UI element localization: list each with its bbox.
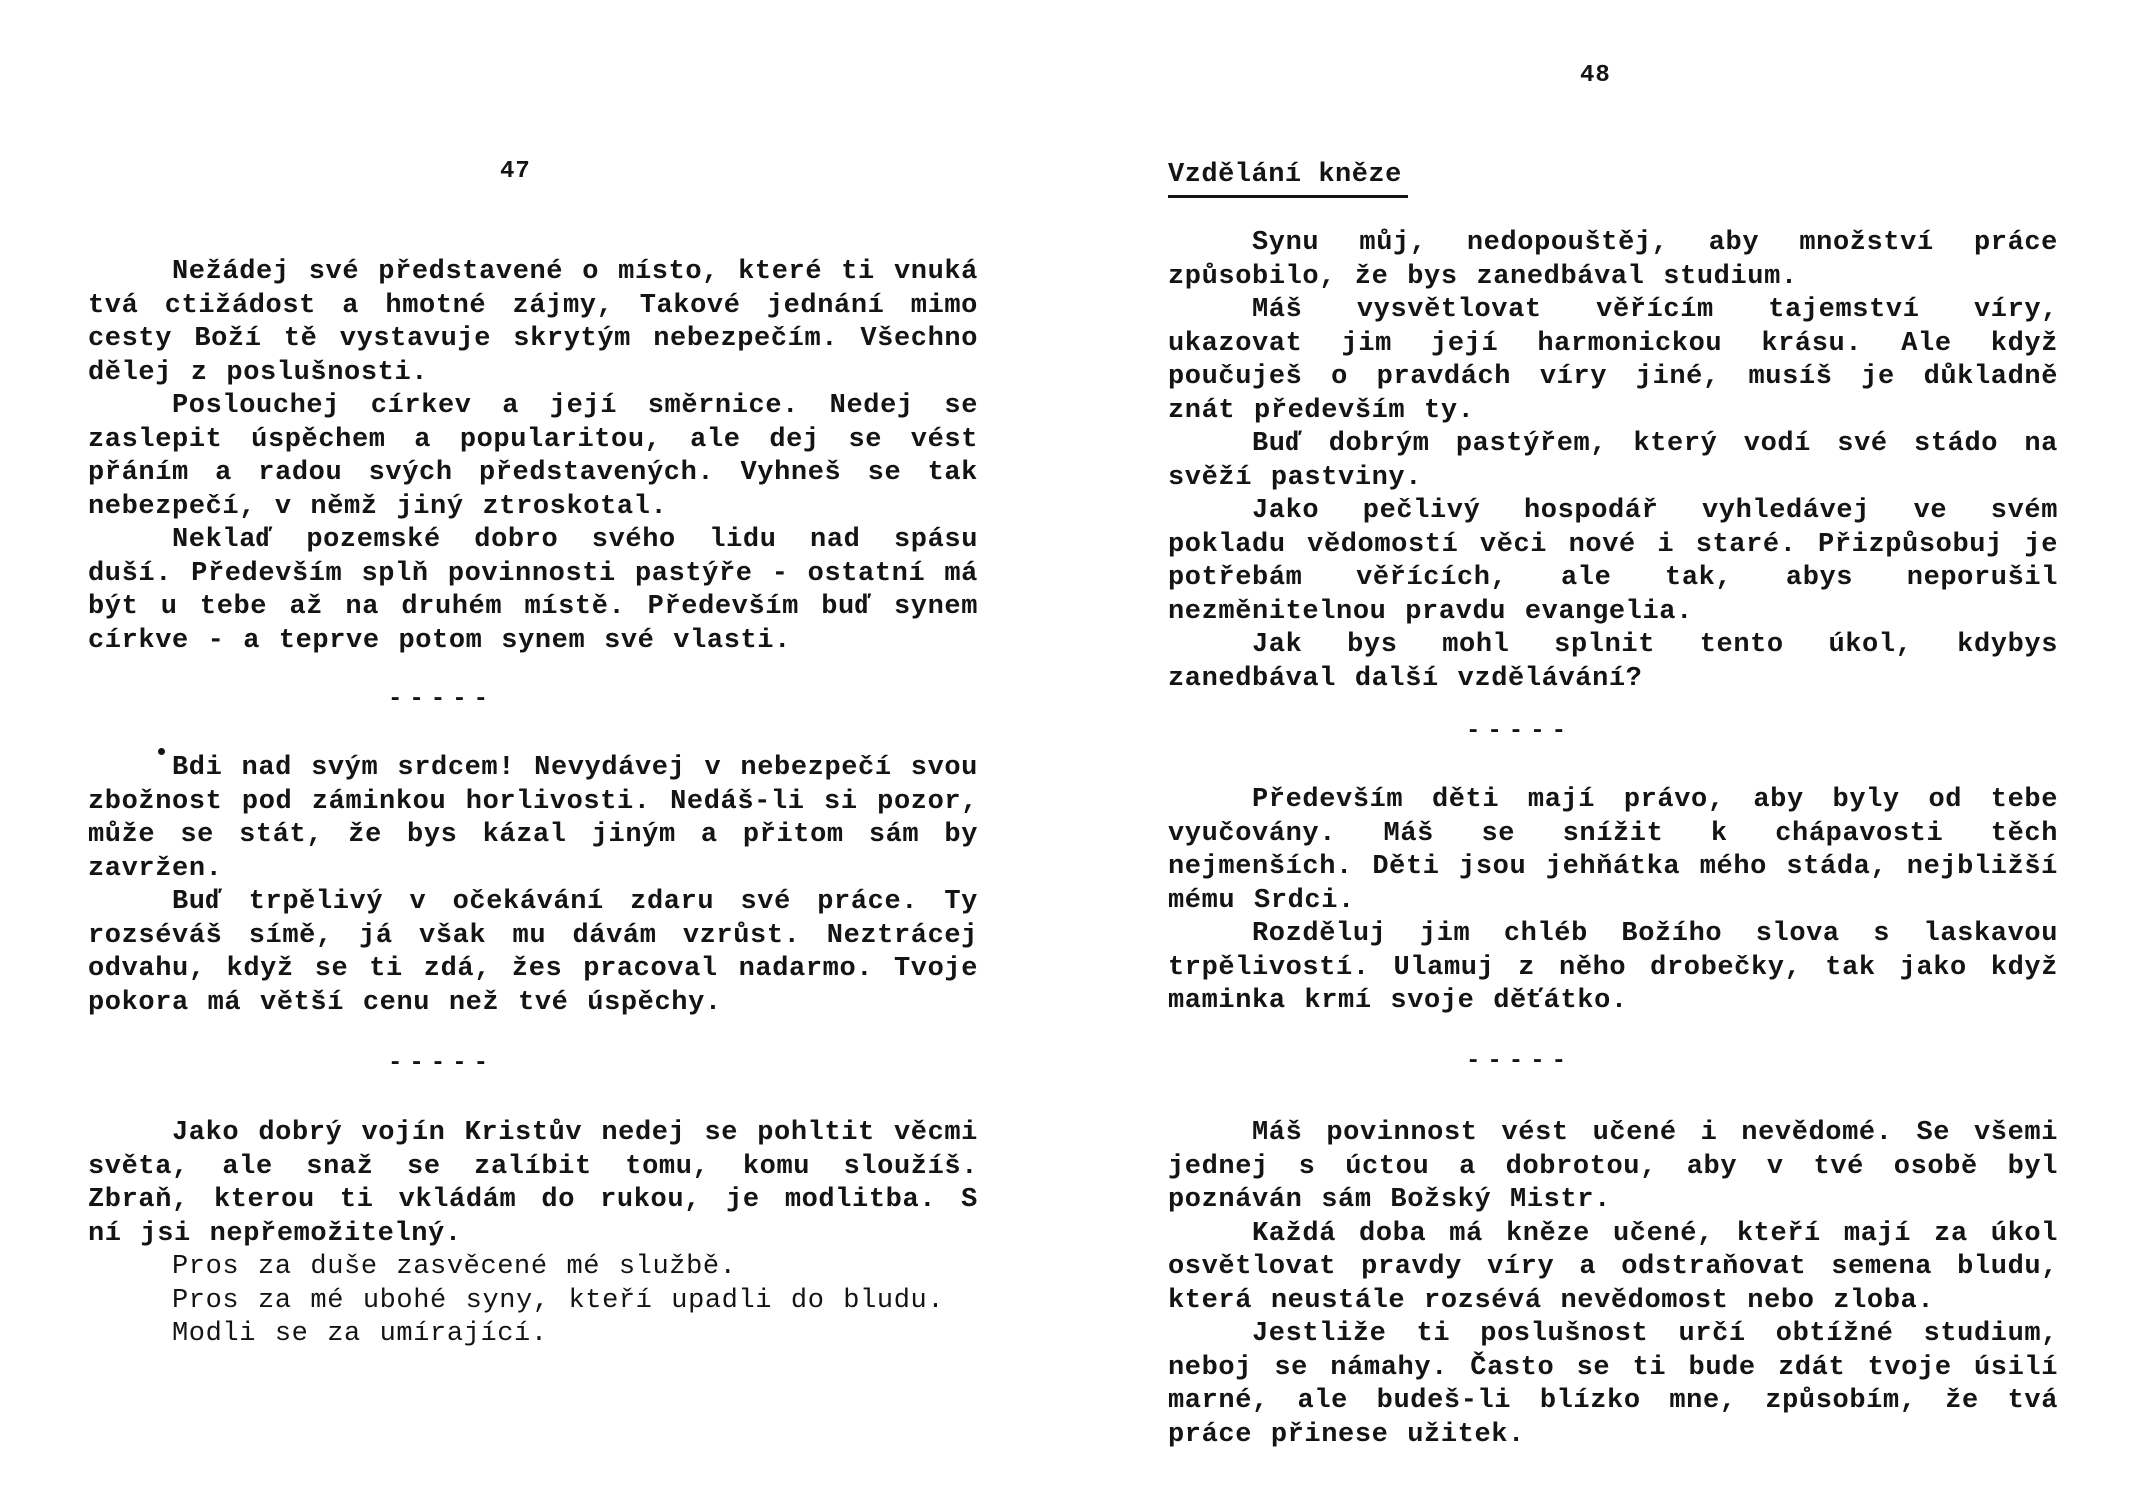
text-section-2 xyxy=(88,752,978,1020)
section-separator: ----- xyxy=(388,686,496,713)
right-page xyxy=(1168,0,2058,1500)
text-section-3 xyxy=(88,1117,978,1352)
text-section-2 xyxy=(1168,784,2058,1019)
page-number: 47 xyxy=(500,158,531,185)
section-separator: ----- xyxy=(388,1050,496,1077)
paragraph: Jako dobrý vojín Kristův nedej se pohltit věcmi světa, ale snaž se zalíbit tomu, komu sloužíš. Zbraň, kterou ti vkládám do rukou, je modlitba. S ní jsi nepřemožitelný. xyxy=(88,1118,978,1249)
paragraph: Modli se za umírající. xyxy=(172,1319,548,1349)
paragraph: Buď trpělivý v očekávání zdaru své práce. Ty rozséváš símě, já však mu dávám vzrůst. Neztrácej odvahu, když se ti zdá, žes pracoval nadarmo. Tvoje pokora má větší cenu než tvé úspěchy. xyxy=(88,887,978,1018)
section-separator: ----- xyxy=(1466,718,1574,745)
paragraph: Synu můj, nedopouštěj, aby množství práce způsobilo, že bys zanedbával studium. xyxy=(1168,228,2058,292)
paragraph: Jestliže ti poslušnost určí obtížné studium, neboj se námahy. Často se ti bude zdát tvoje úsilí marné, ale budeš-li blízko mne, způsobím, že tvá práce přinese užitek. xyxy=(1168,1319,2058,1450)
paragraph: Pros za duše zasvěcené mé službě. xyxy=(172,1252,737,1282)
paragraph: Jako pečlivý hospodář vyhledávej ve svém pokladu vědomostí věci nové i staré. Přizpůsobuj je potřebám věřících, ale tak, abys neporušil nezměnitelnou pravdu evangelia. xyxy=(1168,496,2058,627)
paragraph: Bdi nad svým srdcem! Nevydávej v nebezpečí svou zbožnost pod záminkou horlivosti. Nedáš-li si pozor, může se stát, že bys kázal jiným a přitom sám by zavržen. xyxy=(88,753,978,884)
text-section-1 xyxy=(88,256,978,658)
heading-underline xyxy=(1168,195,1408,198)
paragraph: Poslouchej církev a její směrnice. Nedej se zaslepit úspěchem a popularitou, ale dej se vést přáním a radou svých představených. Vyhneš se tak nebezpečí, v němž jiný ztroskotal. xyxy=(88,391,978,522)
section-separator: ----- xyxy=(1466,1048,1574,1075)
paragraph: Každá doba má kněze učené, kteří mají za úkol osvětlovat pravdy víry a odstraňovat semena bludu, která neustále rozsévá nevědomost nebo zloba. xyxy=(1168,1218,2058,1316)
page-number: 48 xyxy=(1580,62,1611,89)
paragraph: Neklaď pozemské dobro svého lidu nad spásu duší. Především splň povinnosti pastýře - ostatní má být u tebe až na druhém místě. Především buď synem církve - a teprve potom synem své vlasti. xyxy=(88,525,978,656)
paragraph: Především děti mají právo, aby byly od tebe vyučovány. Máš se snížit k chápavosti těch nejmenších. Děti jsou jehňátka mého stáda, nejbližší mému Srdci. xyxy=(1168,785,2058,916)
paragraph: Buď dobrým pastýřem, který vodí své stádo na svěží pastviny. xyxy=(1168,429,2058,493)
chapter-heading: Vzdělání kněze xyxy=(1168,160,1402,190)
left-page xyxy=(88,0,978,1500)
paragraph: Pros za mé ubohé syny, kteří upadli do bludu. xyxy=(172,1285,945,1316)
paragraph: Máš vysvětlovat věřícím tajemství víry, ukazovat jim její harmonickou krásu. Ale když poučuješ o pravdách víry jiné, musíš je důkladně znát především ty. xyxy=(1168,295,2058,426)
paragraph: Jak bys mohl splnit tento úkol, kdybys zanedbával další vzdělávání? xyxy=(1168,630,2058,694)
text-section-3 xyxy=(1168,1117,2058,1452)
paragraph: Nežádej své představené o místo, které ti vnuká tvá ctižádost a hmotné zájmy, Takové jednání mimo cesty Boží tě vystavuje skrytým nebezpečím. Všechno dělej z poslušnosti. xyxy=(88,257,978,388)
paragraph: Rozděluj jim chléb Božího slova s laskavou trpělivostí. Ulamuj z něho drobečky, tak jako když maminka krmí svoje děťátko. xyxy=(1168,919,2058,1016)
paragraph: Máš povinnost vést učené i nevědomé. Se všemi jednej s úctou a dobrotou, aby v tvé osobě byl poznáván sám Božský Mistr. xyxy=(1168,1118,2058,1215)
text-section-1 xyxy=(1168,227,2058,696)
